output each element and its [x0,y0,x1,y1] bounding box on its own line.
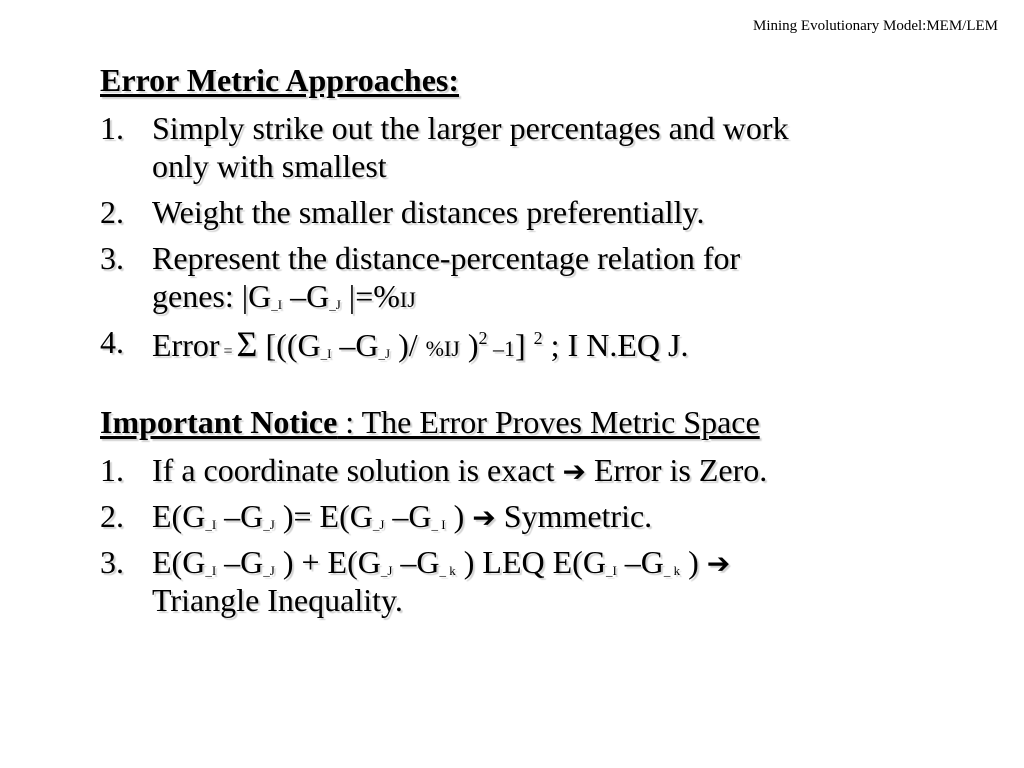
list-item [100,112,980,182]
list-text: only with smallest [152,148,387,184]
list-text: Simply strike out the larger percentages and work [152,110,789,146]
symmetric-formula: E(G_I –G_J )= E(G_J –G_ I ) ➔ Symmetric. [152,498,653,534]
error-formula: Error = Σ [((G_I –G_J )/ %IJ )$^2$ –1] $^2$ ; I N.EQ J. [152,324,689,364]
list-number: 1. [100,110,124,146]
sigma-symbol: Σ [236,324,258,364]
slide-content [100,64,980,616]
list-item [100,500,980,532]
list-number: 4. [100,324,124,360]
gene-distance-formula: genes: |G_I –G_J |=%IJ [152,278,416,314]
list-number: 3. [100,240,124,276]
list-item [100,196,980,228]
section-heading-important-notice: Important Notice : The Error Proves Metric Space [100,404,760,440]
list-text: If a coordinate solution is exact [152,452,563,488]
list-number: 1. [100,452,124,488]
right-arrow-icon: ➔ [472,501,496,534]
right-arrow-icon: ➔ [562,455,586,488]
list-number: 2. [100,498,124,534]
list-text: Weight the smaller distances preferentially. [152,194,705,230]
list-item [100,242,980,312]
list-item [100,546,980,616]
list-text: Error is Zero. [586,452,768,488]
list-text: Triangle Inequality. [152,582,403,618]
right-arrow-icon: ➔ [706,547,731,580]
list-item [100,326,980,362]
list-text: Represent the distance-percentage relation for [152,240,741,276]
list-item [100,454,980,486]
triangle-formula: E(G_I –G_J ) + E(G_J –G_ k ) LEQ E(G_I –G_ k ) ➔ [152,544,731,580]
list-number: 3. [100,544,124,580]
list-number: 2. [100,194,124,230]
header-title: Mining Evolutionary Model:MEM/LEM [753,18,998,34]
section-heading-error-metric: Error Metric Approaches: [100,62,460,98]
